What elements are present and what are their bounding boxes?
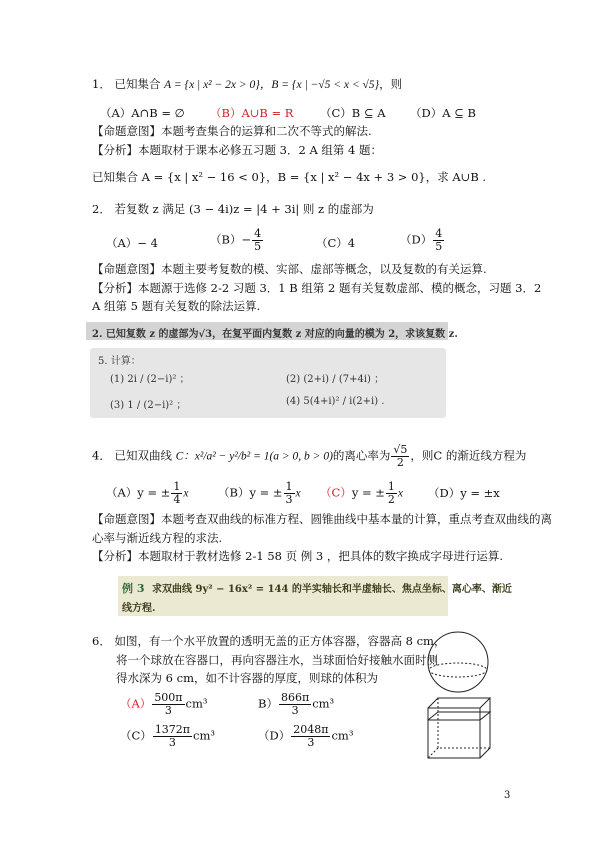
q2-option-b-label: （B）− bbox=[210, 232, 252, 247]
q2-option-d bbox=[400, 228, 445, 253]
q4-option-a-den: 4 bbox=[173, 493, 181, 506]
q6-option-a-unit: cm³ bbox=[185, 696, 208, 711]
q4-option-c bbox=[320, 481, 403, 506]
q6-option-b-fraction bbox=[279, 692, 311, 717]
textbook-exercise-3: (3) 1 / (2−i)² ； bbox=[110, 400, 187, 411]
q2-option-b-num: 4 bbox=[254, 227, 262, 240]
q2-option-c: （C）4 bbox=[316, 236, 356, 250]
q1-intent: 【命题意图】本题考查集合的运算和二次不等式的解法. bbox=[92, 124, 372, 138]
q4-option-c-var: x bbox=[397, 487, 404, 500]
q2-option-d-fraction bbox=[433, 228, 444, 253]
q4-option-d: （D）y = ±x bbox=[428, 486, 500, 500]
q2-option-a: （A）− 4 bbox=[106, 236, 158, 250]
q1-analysis: 【分析】本题取材于课本必修五习题 3．2 A 组第 4 题： bbox=[92, 143, 383, 157]
q4-option-a-num: 1 bbox=[173, 480, 181, 493]
q6-option-c bbox=[120, 724, 215, 749]
textbook-exercise-4: (4) 5(4+i)² / i(2+i) . bbox=[286, 396, 385, 407]
q4-option-c-den: 2 bbox=[387, 493, 395, 506]
q6-option-c-den: 3 bbox=[168, 736, 176, 749]
q6-option-a bbox=[120, 692, 208, 717]
q6-line2: 将一个球放在容器口，再向容器注水，当球面恰好接触水面时测 bbox=[116, 653, 438, 667]
q4-option-c-num: 1 bbox=[387, 480, 395, 493]
q4-hyperbola-equation: C：x²/a² − y²/b² = 1(a > 0, b > 0) bbox=[175, 450, 333, 463]
q2-stem: 2． 若复数 z 满足 (3 − 4i)z = |4 + 3i| 则 z 的虚部为 bbox=[92, 202, 374, 216]
q6-option-a-den: 3 bbox=[164, 704, 172, 717]
q6-option-c-num: 1372π bbox=[154, 723, 191, 736]
q4-option-b-label: （B）y = ± bbox=[218, 485, 283, 500]
q4-option-c-fraction bbox=[386, 481, 397, 506]
q4-option-b-var: x bbox=[295, 487, 301, 500]
q6-line1: 6． 如图，有一个水平放置的透明无盖的正方体容器，容器高 8 cm， bbox=[92, 634, 446, 648]
q6-option-d-num: 2048π bbox=[293, 723, 329, 736]
q2-option-d-num: 4 bbox=[435, 227, 443, 240]
q6-option-c-fraction bbox=[153, 724, 192, 749]
q1-option-d: （D）A ⊆ B bbox=[410, 106, 476, 120]
q1-set-a: A = {x | x² − 2x > 0} bbox=[164, 79, 260, 91]
q4-eccentricity bbox=[391, 444, 409, 469]
q6-option-d-den: 3 bbox=[307, 736, 315, 749]
q6-option-b-unit: cm³ bbox=[312, 696, 335, 711]
q1-set-b: ，B = {x | −√5 < x < √5} bbox=[259, 79, 380, 91]
q4-stem-mid: 的离心率为 bbox=[332, 448, 391, 463]
q2-intent: 【命题意图】本题主要考复数的模、实部、虚部等概念，以及复数的有关运算. bbox=[92, 262, 487, 276]
q4-option-c-mid: y = ± bbox=[351, 485, 385, 500]
q4-eccentricity-num: √5 bbox=[393, 443, 408, 456]
sphere-equator bbox=[429, 663, 487, 677]
q1-stem-prefix: 1． 已知集合 bbox=[92, 77, 161, 91]
textbook-excerpt-2 bbox=[90, 348, 446, 418]
q2-option-d-den: 5 bbox=[435, 240, 443, 253]
q4-option-a-fraction bbox=[171, 481, 182, 506]
sphere-outline bbox=[428, 632, 488, 692]
q4-option-a bbox=[106, 481, 189, 506]
q4-option-c-label: （C） bbox=[320, 485, 352, 500]
q2-option-b-fraction bbox=[252, 228, 263, 253]
q6-option-a-label: （A） bbox=[120, 696, 152, 711]
cube-front-face bbox=[428, 708, 480, 758]
textbook-example-3-text-line1: 求双曲线 9y² − 16x² = 144 的半实轴长和半虚轴长、焦点坐标、离心率、渐近 bbox=[152, 584, 512, 595]
q4-stem-prefix: 4． 已知双曲线 bbox=[92, 448, 172, 463]
q6-option-b-den: 3 bbox=[291, 704, 299, 717]
q2-analysis-line1: 【分析】本题源于选修 2-2 习题 3．1 B 组第 2 题有关复数虚部、模的概念，习题 3．2 bbox=[92, 281, 542, 295]
textbook-excerpt-1 bbox=[86, 322, 458, 340]
q6-option-b bbox=[258, 692, 334, 717]
q1-option-c: （C）B ⊆ A bbox=[320, 106, 386, 120]
textbook-example-3 bbox=[118, 576, 512, 616]
textbook-excerpt-1-text: 2. 已知复数 z 的虚部为√3，在复平面内复数 z 对应的向量的模为 2，求该复数 z. bbox=[92, 329, 458, 340]
q6-option-d-fraction bbox=[291, 724, 330, 749]
q6-option-d bbox=[258, 724, 353, 749]
q6-option-b-num: 866π bbox=[280, 691, 310, 704]
textbook-example-3-text-line2: 线方程. bbox=[122, 603, 156, 614]
q6-option-d-unit: cm³ bbox=[331, 728, 354, 743]
q1-option-a: （A）A∩B = ∅ bbox=[100, 106, 185, 120]
water-surface bbox=[428, 712, 490, 720]
q6-option-d-label: （D） bbox=[258, 728, 291, 743]
textbook-exercise-2: (2) (2+i) / (7+4i) ； bbox=[286, 374, 385, 385]
q6-option-c-label: （C） bbox=[120, 728, 152, 743]
q6-option-b-label: B） bbox=[258, 696, 278, 711]
q4-intent-line2: 心率与渐近线方程的求法. bbox=[92, 531, 223, 545]
q4-stem bbox=[92, 444, 526, 469]
q4-intent-line1: 【命题意图】本题考查双曲线的标准方程、圆锥曲线中基本量的计算，重点考查双曲线的离 bbox=[92, 512, 552, 526]
textbook-excerpt-2-title: 5. 计算： bbox=[98, 356, 141, 367]
q2-option-b bbox=[210, 228, 264, 253]
page-number: 3 bbox=[504, 790, 511, 801]
sphere-cube-figure bbox=[420, 624, 498, 762]
q4-stem-suffix: ，则C 的渐近线方程为 bbox=[410, 448, 527, 463]
q4-eccentricity-den: 2 bbox=[396, 456, 404, 469]
q2-analysis-line2: A 组第 5 题有关复数的除法运算. bbox=[92, 299, 261, 313]
q4-option-b-den: 3 bbox=[285, 493, 293, 506]
q4-option-b bbox=[218, 481, 301, 506]
q1-source: 已知集合 A = {x | x² − 16 < 0}，B = {x | x² − 4x + 3 > 0}，求 A∪B . bbox=[92, 170, 487, 184]
q4-option-b-fraction bbox=[284, 481, 295, 506]
cube-top-edges bbox=[428, 698, 490, 708]
q6-option-a-num: 500π bbox=[154, 691, 183, 704]
q4-analysis: 【分析】本题取材于教材选修 2-1 58 页 例 3 ，把具体的数字换成字母进行运算. bbox=[92, 549, 504, 563]
q1-stem bbox=[92, 77, 402, 93]
q2-option-d-label: （D） bbox=[400, 232, 433, 247]
q4-option-a-label: （A）y = ± bbox=[106, 485, 171, 500]
q2-option-b-den: 5 bbox=[254, 240, 262, 253]
q1-option-b: （B）A∪B = R bbox=[210, 106, 294, 120]
q6-option-c-unit: cm³ bbox=[193, 728, 216, 743]
q6-option-a-fraction bbox=[152, 692, 184, 717]
textbook-example-3-label: 例 3 bbox=[122, 582, 145, 595]
q4-option-b-num: 1 bbox=[285, 480, 293, 493]
q4-option-a-var: x bbox=[183, 487, 189, 500]
cube-hidden-diagonal bbox=[428, 748, 438, 758]
q6-line3: 得水深为 6 cm，如不计容器的厚度，则球的体积为 bbox=[116, 671, 378, 685]
textbook-exercise-1: (1) 2i / (2−i)² ； bbox=[110, 374, 190, 385]
q1-stem-suffix: ，则 bbox=[379, 77, 403, 91]
